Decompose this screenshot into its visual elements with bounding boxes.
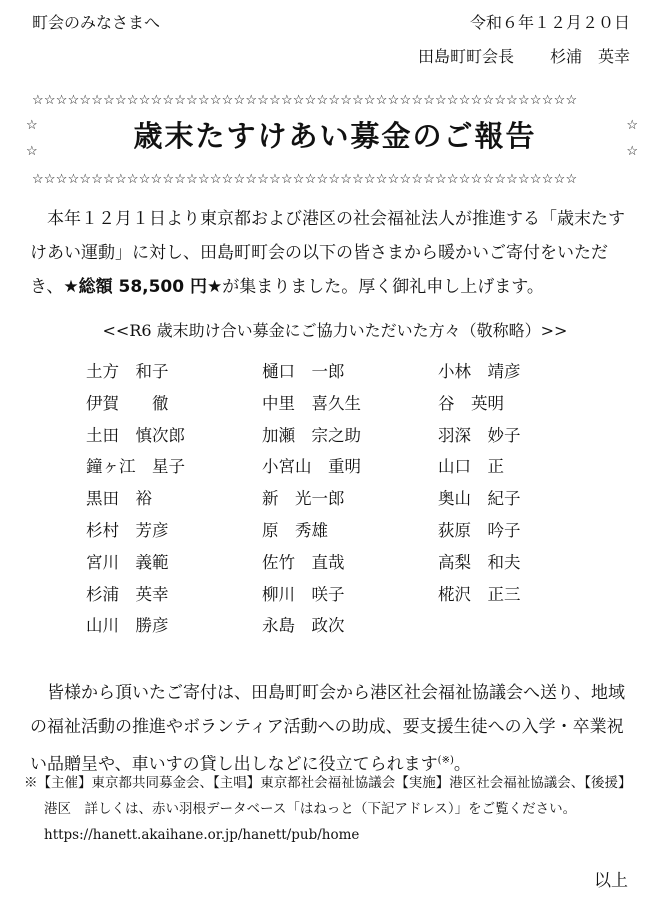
- donor-name: 加瀬 宗之助: [262, 425, 361, 445]
- donor-name: 山口 正: [438, 457, 504, 477]
- note-reference: (※): [437, 755, 454, 766]
- donor-name: 土方 和子: [86, 362, 169, 381]
- donor-name: 宮川 義範: [86, 552, 169, 572]
- donor-name: 黒田 裕: [86, 489, 152, 509]
- donor-list: [86, 358, 614, 644]
- star-icon: ☆: [26, 118, 38, 133]
- total-amount: ★総額 58,500 円★: [63, 277, 223, 297]
- intro-text: 本年１２月１日より東京都および港区の社会福祉法人が推進する「歳末たすけあい運動」に対し、田島町町会の以下の皆さまから暖かいご寄付をいただき、: [30, 209, 625, 297]
- donor-name: 山川 勝彦: [86, 616, 169, 636]
- sender: [418, 44, 630, 67]
- donor-name: 羽深 妙子: [438, 425, 521, 445]
- donor-name: 佐竹 直哉: [262, 552, 345, 572]
- donor-name: 奥山 紀子: [438, 489, 521, 509]
- donor-name: 原 秀雄: [262, 520, 328, 540]
- donor-name: 柳川 咲子: [262, 584, 345, 604]
- intro-paragraph: [30, 202, 640, 304]
- sender-org: 田島町町会長: [417, 47, 514, 66]
- donor-name: 新 光一郎: [262, 489, 345, 509]
- star-border-top: ☆☆☆☆☆☆☆☆☆☆☆☆☆☆☆☆☆☆☆☆☆☆☆☆☆☆☆☆☆☆☆☆☆☆☆☆☆☆☆☆☆☆☆☆☆☆: [32, 93, 578, 108]
- donor-name: 椛沢 正三: [438, 584, 521, 604]
- star-border-bottom: ☆☆☆☆☆☆☆☆☆☆☆☆☆☆☆☆☆☆☆☆☆☆☆☆☆☆☆☆☆☆☆☆☆☆☆☆☆☆☆☆☆☆☆☆☆☆: [32, 172, 578, 187]
- document-title: 歳末たすけあい募金のご報告: [133, 119, 537, 153]
- sender-name: 杉浦 英幸: [549, 47, 630, 66]
- donor-name: 鐘ヶ江 星子: [86, 457, 185, 477]
- addressee: 町会のみなさまへ: [32, 13, 161, 32]
- donor-name: 荻原 吟子: [438, 520, 521, 540]
- star-icon: ☆: [26, 144, 38, 159]
- issue-date: 令和６年１２月２０日: [469, 13, 630, 32]
- donor-name: 小宮山 重明: [262, 457, 361, 477]
- donor-name: 樋口 一郎: [262, 362, 345, 381]
- closing-period: 。: [453, 754, 471, 775]
- donor-name: 谷 英明: [438, 393, 504, 413]
- donor-name: 杉浦 英幸: [86, 584, 169, 604]
- donor-name: 中里 喜久生: [262, 393, 361, 413]
- donor-name: 杉村 芳彦: [86, 520, 169, 540]
- footnote-text: ※【主催】東京都共同募金会、【主唱】東京都社会福祉協議会【実施】港区社会福祉協議会、【後援】港区 詳しくは、赤い羽根データベース「はねっと（下記アドレス）」をご覧ください。https://hanett.akaihane.or.jp/hanett/pub/home: [24, 775, 632, 843]
- donor-name: 永島 政次: [262, 616, 345, 636]
- closing-paragraph: [30, 676, 640, 782]
- donor-name: 小林 靖彦: [438, 362, 521, 381]
- star-icon: ☆: [626, 144, 638, 159]
- donor-name: 高梨 和夫: [438, 552, 521, 572]
- donor-name: 土田 慎次郎: [86, 425, 185, 445]
- donor-list-heading: <<R6 歳末助け合い募金にご協力いただいた方々（敬称略）>>: [102, 321, 568, 340]
- star-icon: ☆: [626, 118, 638, 133]
- closing-text: 皆様から頂いたご寄付は、田島町町会から港区社会福祉協議会へ送り、地域の福祉活動の推進やボランティア活動への助成、要支援生徒への入学・卒業祝い品贈呈や、車いすの貸し出しなどに役立てられます: [30, 683, 625, 775]
- donor-name: [438, 612, 614, 644]
- closing-mark: 以上: [594, 871, 628, 891]
- intro-text-end: が集まりました。厚く御礼申し上げます。: [222, 277, 544, 297]
- donor-name: 伊賀 徹: [86, 393, 169, 413]
- footnote: [24, 770, 644, 848]
